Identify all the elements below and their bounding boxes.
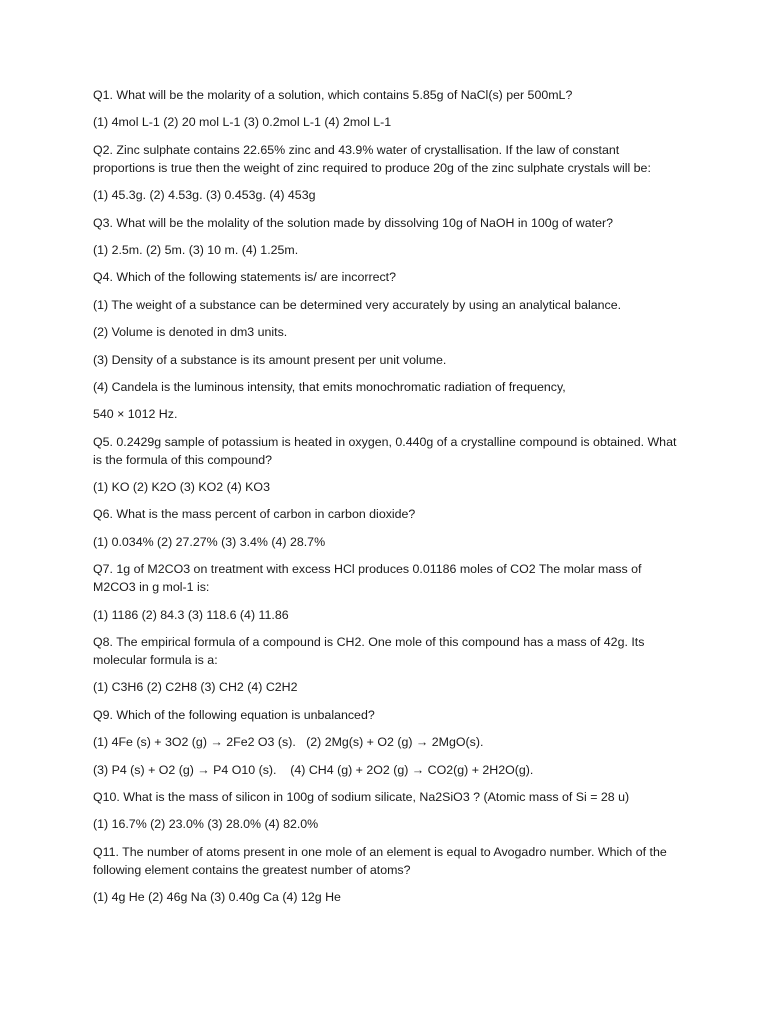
question-9-text: Q9. Which of the following equation is unbalanced?: [93, 707, 375, 722]
question-5-options: (1) KO (2) K2O (3) KO2 (4) KO3: [93, 480, 270, 495]
question-4-text: Q4. Which of the following statements is/ are incorrect?: [93, 270, 397, 285]
question-2-text: Q2. Zinc sulphate contains 22.65% zinc and 43.9% water of crystallisation. If the law of constant proportions is true then the weight of zinc required to produce 20g of the zinc sulphate crystals will be:: [93, 142, 651, 175]
question-10-text: Q10. What is the mass of silicon in 100g of sodium silicate, Na2SiO3 ? (Atomic mass of Si = 28 u): [93, 789, 630, 804]
question-1-options: (1) 4mol L-1 (2) 20 mol L-1 (3) 0.2mol L-1 (4) 2mol L-1: [93, 115, 392, 130]
question-5-text: Q5. 0.2429g sample of potassium is heated in oxygen, 0.440g of a crystalline compound is obtained. What is the formula of this compound?: [93, 434, 680, 467]
question-8-options: (1) C3H6 (2) C2H8 (3) CH2 (4) C2H2: [93, 680, 298, 695]
question-10-options: (1) 16.7% (2) 23.0% (3) 28.0% (4) 82.0%: [93, 817, 319, 832]
question-4-option-4-continued: 540 × 1012 Hz.: [93, 407, 178, 422]
question-4-option-2: (2) Volume is denoted in dm3 units.: [93, 325, 288, 340]
question-9-options-1-2: (1) 4Fe (s) + 3O2 (g) → 2Fe2 O3 (s). (2) 2Mg(s) + O2 (g) → 2MgO(s).: [93, 735, 484, 750]
question-4-option-3: (3) Density of a substance is its amount present per unit volume.: [93, 352, 447, 367]
question-6-options: (1) 0.034% (2) 27.27% (3) 3.4% (4) 28.7%: [93, 534, 326, 549]
question-7-options: (1) 1186 (2) 84.3 (3) 118.6 (4) 11.86: [93, 607, 289, 622]
question-2-options: (1) 45.3g. (2) 4.53g. (3) 0.453g. (4) 453g: [93, 188, 316, 203]
question-7-text: Q7. 1g of M2CO3 on treatment with excess HCl produces 0.01186 moles of CO2 The molar mass of M2CO3 in g mol-1 is:: [93, 562, 645, 595]
question-3-text: Q3. What will be the molality of the solution made by dissolving 10g of NaOH in 100g of water?: [93, 215, 613, 230]
document-page: [93, 86, 683, 916]
question-3-options: (1) 2.5m. (2) 5m. (3) 10 m. (4) 1.25m.: [93, 242, 299, 257]
question-8-text: Q8. The empirical formula of a compound is CH2. One mole of this compound has a mass of 42g. Its molecular formula is a:: [93, 635, 648, 668]
question-9-options-3-4: (3) P4 (s) + O2 (g) → P4 O10 (s). (4) CH4 (g) + 2O2 (g) → CO2(g) + 2H2O(g).: [93, 762, 534, 777]
question-11-text: Q11. The number of atoms present in one mole of an element is equal to Avogadro number. Which of the following element contains the greatest number of atoms?: [93, 844, 671, 877]
question-11-options: (1) 4g He (2) 46g Na (3) 0.40g Ca (4) 12g He: [93, 890, 341, 905]
question-6-text: Q6. What is the mass percent of carbon in carbon dioxide?: [93, 507, 416, 522]
question-1-text: Q1. What will be the molarity of a solution, which contains 5.85g of NaCl(s) per 500mL?: [93, 88, 573, 102]
question-4-option-4: (4) Candela is the luminous intensity, that emits monochromatic radiation of frequency,: [93, 379, 566, 394]
question-4-option-1: (1) The weight of a substance can be determined very accurately by using an analytical balance.: [93, 297, 622, 312]
